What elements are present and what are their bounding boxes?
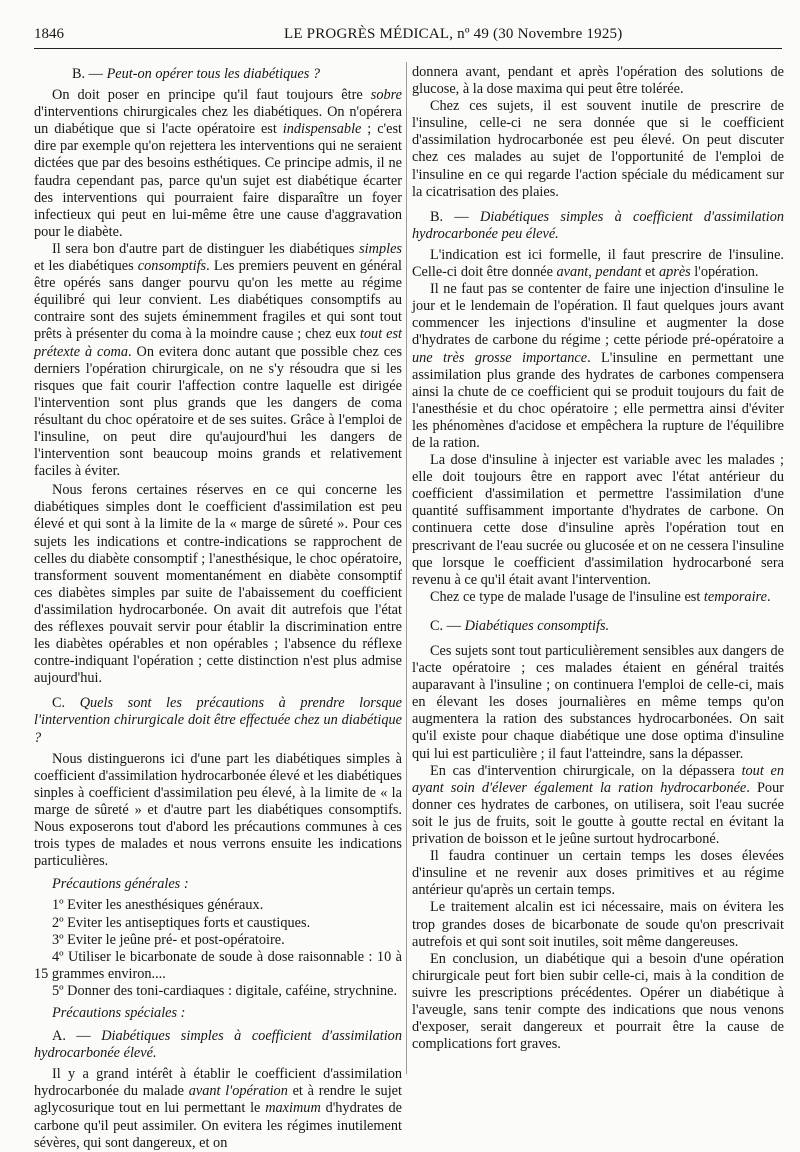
paragraph: Nous distinguerons ici d'une part les diabétiques simples à coefficient d'assimilation hydrocarbonée élevé et les diabétiques sinples à coefficient d'assimilation peu élevé, à la limite de « la marge de sûreté » et d'autre part les diabétiques consomptifs. Nous exposerons tout d'abord les précautions communes à ces trois types de malades et nous verrons ensuite les indications particulières. <box>34 750 402 870</box>
paragraph: En cas d'intervention chirurgicale, on la dépassera tout en ayant soin d'élever également la ration hydrocarbonée. Pour donner ces hydrates de carbones, on utilisera, soit l'eau sucrée soit le jus de fruits, soit le goutte à goutte rectal en évitant la privation de boisson et le jeûne surtout hydrocarboné. <box>412 762 784 848</box>
paragraph: Il faudra continuer un certain temps les doses élevées d'insuline et ne revenir aux doses primitives et au régime antérieur qu'après un certain temps. <box>412 848 784 899</box>
paragraph: On doit poser en principe qu'il faut toujours être sobre d'interventions chirurgicales chez les diabétiques. On n'opérera un diabétique que si l'acte opératoire est indispensable ; c'est dire par exemple qu'on rejettera les interventions qui ne seraient dictées que par des besoins esthétiques. Ce principe admis, il ne faudra cependant pas, parce qu'un sujet est diabétique écarter des interventions qui pourraient faire disparaître un foyer infectieux qui peut en lui-même être une cause d'aggravation pour le diabète. <box>34 87 402 240</box>
paragraph: Il y a grand intérêt à établir le coefficient d'assimilation hydrocarbonée du malade avant l'opération et à rendre le sujet aglycosurique tout en lui permettant le maximum d'hydrates de carbone qu'il peut assimiler. On evitera les régimes inutilement sévères, qui sont dangereux, et on <box>34 1066 402 1151</box>
running-title: LE PROGRÈS MÉDICAL, nº 49 (30 Novembre 1925) <box>284 26 623 42</box>
left-column <box>34 64 402 1152</box>
paragraph: En conclusion, un diabétique qui a besoin d'une opération chirurgicale peut fort bien subir celle-ci, mais à la condition de suivre les prescriptions précédentes. Opérer un diabétique à l'aveugle, sans tenir compte des indications que nous venons d'exposer, serait dangereux et pourrait être la cause de complications fort graves. <box>412 950 784 1053</box>
list-item: 5º Donner des toni-cardiaques : digitale, caféine, strychnine. <box>52 982 398 999</box>
column-divider <box>406 62 407 1074</box>
paragraph: donnera avant, pendant et après l'opération des solutions de glucose, à la dose maxima qui peut être tolérée. <box>412 64 784 98</box>
paragraph: Ces sujets sont tout particulièrement sensibles aux dangers de l'acte opératoire ; ces malades étaient en général traités auparavant à l'insuline ; on continuera l'emploi de celle-ci, mais en élevant les doses journalières en même temps qu'on augmentera la ration des substances hydrocarbonées. On sait qu'il existe pour chaque diabétique une dose optima d'insuline qui lui est particulière ; il faut l'atteindre, sans la dépasser. <box>412 643 784 762</box>
page-number: 1846 <box>34 26 64 42</box>
paragraph: L'indication est ici formelle, il faut prescrire de l'insuline. Celle-ci doit être donnée avant, pendant et après l'opération. <box>412 246 784 281</box>
right-column <box>412 64 784 1053</box>
page-header <box>34 20 782 50</box>
header-rule <box>34 48 782 49</box>
list-item: 2º Eviter les antiseptiques forts et caustiques. <box>52 914 311 931</box>
list-item: 4º Utiliser le bicarbonate de soude à dose raisonnable : 10 à 15 grammes environ.... <box>34 948 402 982</box>
paragraph: Chez ce type de malade l'usage de l'insuline est temporaire. <box>430 588 771 605</box>
paragraph: Il sera bon d'autre part de distinguer les diabétiques simples et les diabétiques consomptifs. Les premiers peuvent en général être opérés sans danger pourvu qu'on les mette au régime équilibré qui leur convient. Les diabétiques consomptifs au contraire sont des sujets éminemment fragiles et qui sont tout prêts à présenter du coma à la moindre cause ; chez eux tout est prétexte à coma. On evitera donc autant que possible chez ces derniers l'opération chirurgicale, on ne s'y résoudra que si les risques que fait courir l'affection contre laquelle est dirigée l'intervention sont plus grands que les dangers de coma résultant du choc opératoire et de ses suites. Grâce à l'emploi de l'insuline, on peut dire qu'aujourd'hui les dangers de l'intervention sont beaucoup moins grands et relativement faciles à éviter. <box>34 240 403 480</box>
paragraph: Il ne faut pas se contenter de faire une injection d'insuline le jour et le lendemain de l'opération. Il faut quelques jours avant commencer les injections d'insuline et augmenter la dose d'hydrates de carbone du régime ; cette période pré-opératoire a une très grosse importance. L'insuline en permettant une assimilation plus grande des hydrates de carbones compensera ainsi la chute de ce coefficient qui se produit toujours du fait de l'anesthésie et du choc opératoire ; elle permettra ainsi d'éviter les phénomènes d'acidose et empêchera la rupture de l'équilibre de la ration. <box>412 281 784 451</box>
list-item: 1º Eviter les anesthésiques généraux. <box>52 897 264 914</box>
section-b-heading: B. — Diabétiques simples à coefficient d'assimilation hydrocarbonée peu élevé. <box>412 208 784 242</box>
section-a-heading: A. — Diabétiques simples à coefficient d'assimilation hydrocarbonée élevé. <box>34 1028 402 1062</box>
precautions-speciales-heading: Précautions spéciales : <box>52 1004 186 1021</box>
paragraph: Chez ces sujets, il est souvent inutile de prescrire de l'insuline, celle-ci ne sera donnée que si le coefficient d'assimilation hydrocarbonée est peu élevé. On peut discuter chez ces malades au sujet de l'opportunité de l'emploi de l'insuline en ce qui regarde l'action spéciale du médicament sur la cicatrisation des plaies. <box>412 98 784 200</box>
section-c-heading: C. — Diabétiques consomptifs. <box>430 617 610 634</box>
paragraph: La dose d'insuline à injecter est variable avec les malades ; elle doit toujours être en rapport avec l'état antérieur du coefficient d'assimilation et permettre l'assimilation d'une quantité suffisamment importante d'hydrates de carbone. On continuera cette dose d'insuline après l'opération tout en prescrivant de l'eau sucrée ou glucosée et on ne cessera l'insuline que lorsque le coefficient d'assimilation hydrocarboné sera revenu à ce qu'il était avant l'intervention. <box>412 452 784 588</box>
precautions-generales-heading: Précautions générales : <box>52 876 189 893</box>
paragraph: Nous ferons certaines réserves en ce qui concerne les diabétiques simples dont le coefficient d'assimilation est peu élevé et qui sont à la limite de la « marge de sûreté ». Pour ces sujets les indications et contre-indications se rapprochent de celles du diabète consomptif ; l'anesthésique, le choc opératoire, transforment souvent momentanément en diabète consomptif ces diabètes simples par suite de l'abaissement du coefficient d'assimilation hydrocarbonée. On avait dit autrefois que l'état des réflexes pouvait servir pour établir la discrimination entre les diabètes opérables et non opérables ; l'absence du réflexe contre-indiquant l'opération ; cette distinction n'est plus admise aujourd'hui. <box>34 482 402 687</box>
list-item: 3º Eviter le jeûne pré- et post-opératoire. <box>52 931 285 948</box>
section-b-heading: B. — Peut-on opérer tous les diabétiques ? <box>72 66 321 82</box>
section-c-heading: C. Quels sont les précautions à prendre lorsque l'intervention chirurgicale doit être effectuée chez un diabétique ? <box>34 695 403 746</box>
paragraph: Le traitement alcalin est ici nécessaire, mais on évitera les trop grandes doses de bicarbonate de soude qu'on prescrivait autrefois et qui sont soit inutiles, soit même dangereuses. <box>412 899 784 950</box>
